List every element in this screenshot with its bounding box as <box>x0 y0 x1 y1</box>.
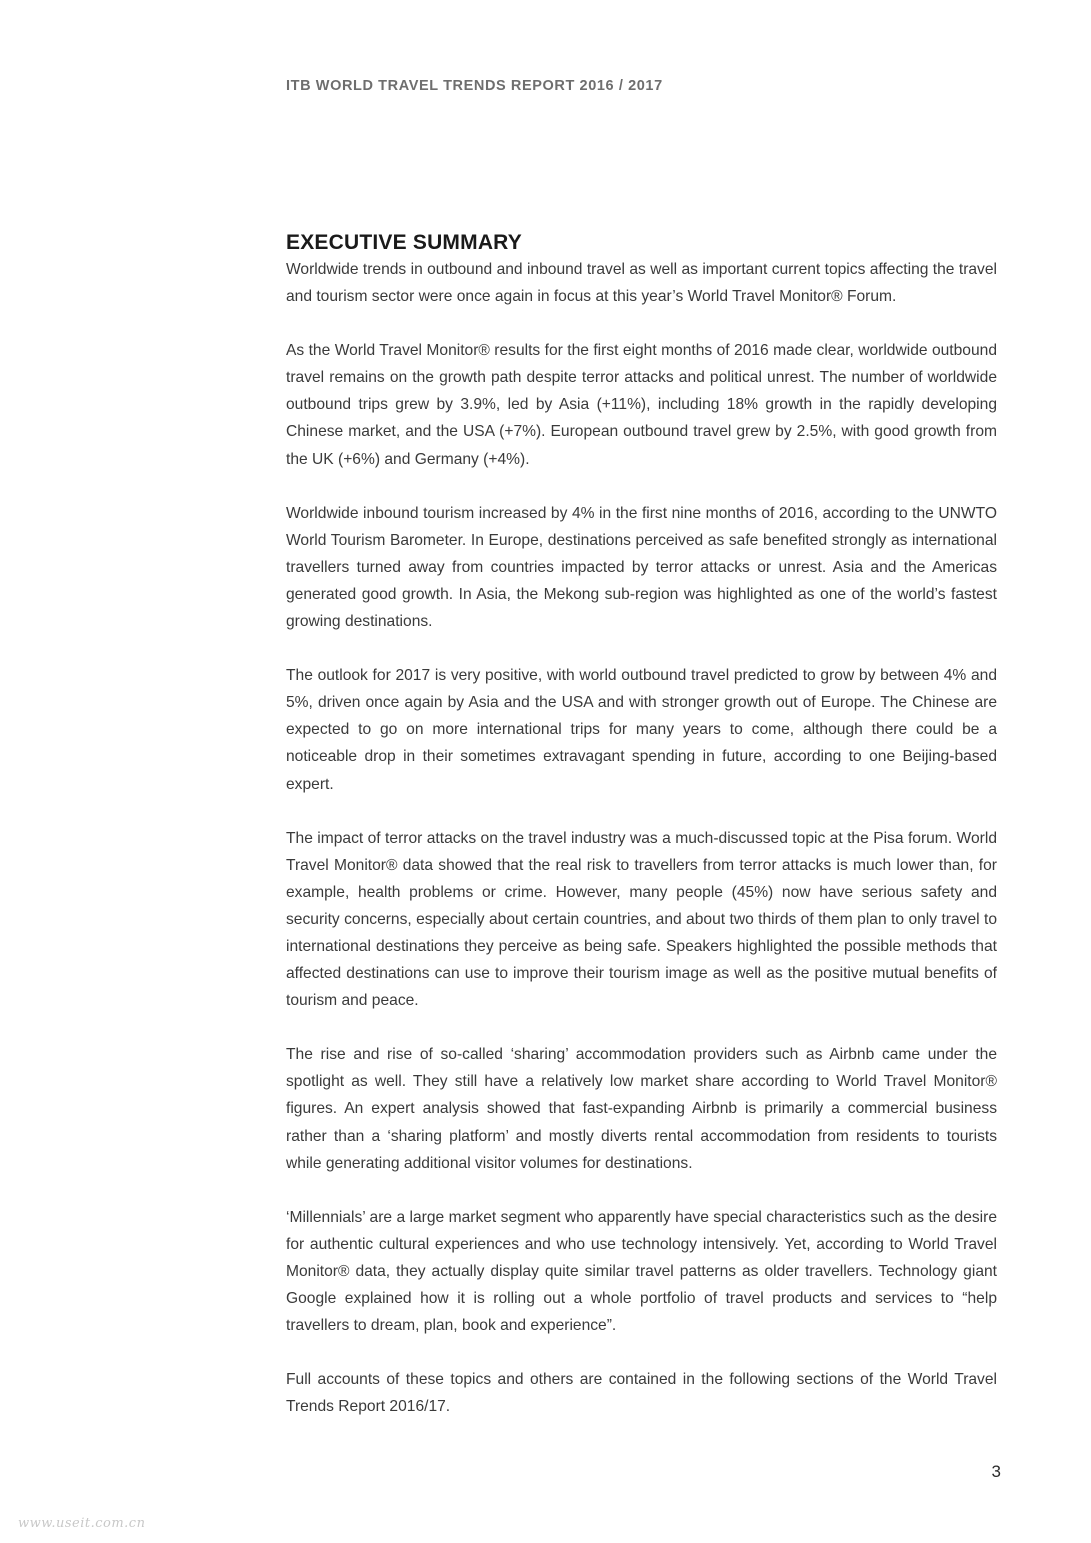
paragraph-closing: Full accounts of these topics and others are contained in the following sections of the World Travel Trends Report 2016/17. <box>286 1371 997 1416</box>
paragraph-sharing-accommodation: The rise and rise of so-called ‘sharing’ accommodation providers such as Airbnb came under the spotlight as well. They still have a relatively low market share according to World Travel Monitor® figures. An expert analysis showed that fast-expanding Airbnb is primarily a commercial business rather than a ‘sharing platform’ and mostly diverts rental accommodation from residents to tourists while generating additional visitor volumes for destinations. <box>286 1046 997 1172</box>
paragraph-inbound-tourism: Worldwide inbound tourism increased by 4% in the first nine months of 2016, according to the UNWTO World Tourism Barometer. In Europe, destinations perceived as safe benefited strongly as international travellers turned away from countries impacted by terror attacks or unrest. Asia and the Americas generated good growth. In Asia, the Mekong sub-region was highlighted as one of the world’s fastest growing destinations. <box>286 504 997 631</box>
watermark: www.useit.com.cn <box>18 1516 146 1531</box>
executive-summary-section <box>286 229 997 1447</box>
page-number: 3 <box>991 1462 1001 1481</box>
paragraph-outbound-results: As the World Travel Monitor® results for the first eight months of 2016 made clear, worldwide outbound travel remains on the growth path despite terror attacks and political unrest. The number of worldwide outbound trips grew by 3.9%, led by Asia (+11%), including 18% growth in the rapidly developing Chinese market, and the USA (+7%). European outbound travel grew by 2.5%, with good growth from the UK (+6%) and Germany (+4%). <box>286 342 997 468</box>
running-header: ITB WORLD TRAVEL TRENDS REPORT 2016 / 2017 <box>286 78 663 94</box>
section-title: EXECUTIVE SUMMARY <box>286 231 522 254</box>
paragraph-outlook-2017: The outlook for 2017 is very positive, with world outbound travel predicted to grow by between 4% and 5%, driven once again by Asia and the USA and with stronger growth out of Europe. The Chinese are expected to go on more international trips for many years to come, although there could be a noticeable drop in their sometimes extravagant spending in future, according to one Beijing-based expert. <box>286 667 997 793</box>
paragraph-terror-impact: The impact of terror attacks on the travel industry was a much-discussed topic at the Pisa forum. World Travel Monitor® data showed that the real risk to travellers from terror attacks is much lower than, for example, health problems or crime. However, many people (45%) now have serious safety and security concerns, especially about certain countries, and about two thirds of them plan to only travel to international destinations they perceive as being safe. Speakers highlighted the possible methods that affected destinations can use to improve their tourism image as well as the positive mutual benefits of tourism and peace. <box>286 829 997 1010</box>
paragraph-millennials: ‘Millennials’ are a large market segment who apparently have special characteristics such as the desire for authentic cultural experiences and who use technology intensively. Yet, according to World Travel Monitor® data, they actually display quite similar travel patterns as older travellers. Technology giant Google explained how it is rolling out a whole portfolio of travel products and services to “help travellers to dream, plan, book and experience”. <box>286 1208 997 1335</box>
paragraph-intro: Worldwide trends in outbound and inbound travel as well as important current topics affecting the travel and tourism sector were once again in focus at this year’s World Travel Monitor® Forum. <box>286 261 997 306</box>
